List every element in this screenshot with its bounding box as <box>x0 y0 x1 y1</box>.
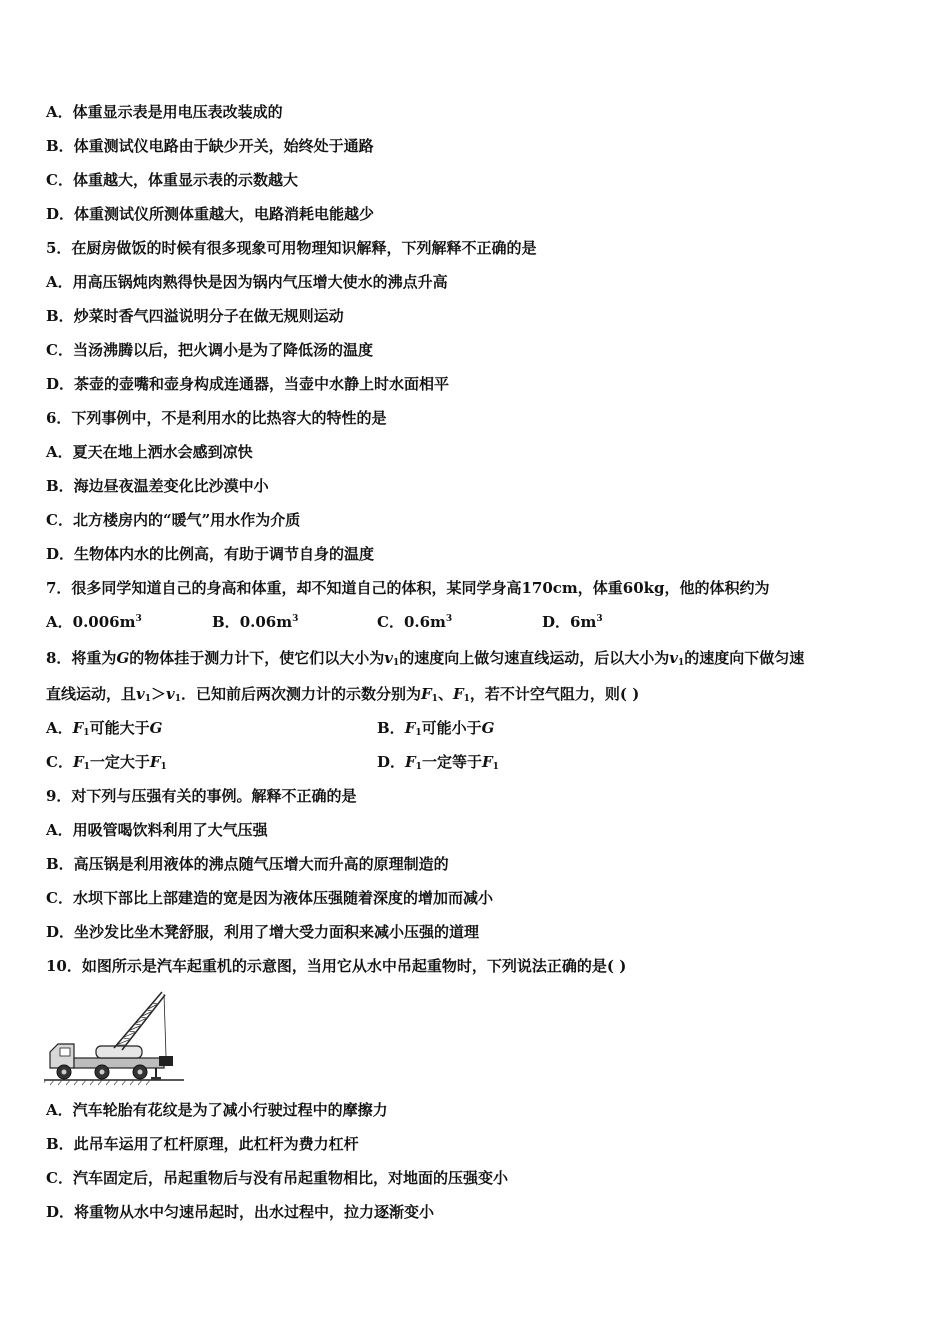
q4-option-a: A．体重显示表是用电压表改装成的 <box>46 103 283 121</box>
q4-option-d: D．体重测试仪所测体重越大，电路消耗电能越少 <box>46 205 375 223</box>
q8-option-a: A．$F_1$可能大于G <box>46 719 163 738</box>
q7-option-b: B．$0.06m^3$ <box>212 613 299 631</box>
q8-option-d: D．$F_1$一定等于$F_1$ <box>377 753 499 772</box>
q5-stem: 5．在厨房做饭的时候有很多现象可用物理知识解释，下列解释不正确的是 <box>46 239 537 257</box>
q9-option-c: C．水坝下部比上部建造的宽是因为液体压强随着深度的增加而减小 <box>46 889 493 907</box>
q5-option-c: C．当汤沸腾以后，把火调小是为了降低汤的温度 <box>46 341 373 359</box>
q8-option-b: B．$F_1$可能小于G <box>377 719 495 738</box>
q6-option-c: C．北方楼房内的“暖气”用水作为介质 <box>46 511 301 529</box>
q10-option-a: A．汽车轮胎有花纹是为了减小行驶过程中的摩擦力 <box>46 1101 388 1119</box>
q10-option-c: C．汽车固定后，吊起重物后与没有吊起重物相比，对地面的压强变小 <box>46 1169 508 1187</box>
q8-option-c: C．$F_1$一定大于$F_1$ <box>46 753 167 772</box>
q7-option-a: A．$0.006m^3$ <box>46 613 142 631</box>
q5-option-b: B．炒菜时香气四溢说明分子在做无规则运动 <box>46 307 344 325</box>
q7-option-d: D．$6m^3$ <box>542 613 603 631</box>
q6-option-b: B．海边昼夜温差变化比沙漠中小 <box>46 477 269 495</box>
q10-stem: 10．如图所示是汽车起重机的示意图，当用它从水中吊起重物时，下列说法正确的是( ) <box>46 957 627 975</box>
q8-stem-line2: 直线运动，且$v_1>v_1$．已知前后两次测力计的示数分别为$F_1$、$F_1$，若不计空气阻力，则( ) <box>46 685 640 704</box>
q10-option-d: D．将重物从水中匀速吊起时，出水过程中，拉力逐渐变小 <box>46 1203 435 1221</box>
q8-stem-line1: 8．将重为G的物体挂于测力计下，使它们以大小为$v_1$的速度向上做匀速直线运动，后以大小为$v_1$的速度向下做匀速 <box>46 649 805 668</box>
q10-option-b: B．此吊车运用了杠杆原理，此杠杆为费力杠杆 <box>46 1135 359 1153</box>
q9-option-b: B．高压锅是利用液体的沸点随气压增大而升高的原理制造的 <box>46 855 449 873</box>
q5-option-d: D．茶壶的壶嘴和壶身构成连通器，当壶中水静上时水面相平 <box>46 375 450 393</box>
q7-option-c: C．$0.6m^3$ <box>377 613 453 631</box>
q6-stem: 6．下列事例中，不是利用水的比热容大的特性的是 <box>46 409 387 427</box>
q9-option-d: D．坐沙发比坐木凳舒服，利用了增大受力面积来减小压强的道理 <box>46 923 480 941</box>
q6-option-d: D．生物体内水的比例高，有助于调节自身的温度 <box>46 545 375 563</box>
q4-option-c: C．体重越大，体重显示表的示数越大 <box>46 171 298 189</box>
q7-stem: 7．很多同学知道自己的身高和体重，却不知道自己的体积，某同学身高170cm，体重60kg，他的体积约为 <box>46 579 770 597</box>
crane-truck-figure <box>44 988 184 1088</box>
q4-option-b: B．体重测试仪电路由于缺少开关，始终处于通路 <box>46 137 374 155</box>
q9-option-a: A．用吸管喝饮料利用了大气压强 <box>46 821 268 839</box>
q6-option-a: A．夏天在地上洒水会感到凉快 <box>46 443 253 461</box>
q5-option-a: A．用高压锅炖肉熟得快是因为锅内气压增大使水的沸点升高 <box>46 273 448 291</box>
q9-stem: 9．对下列与压强有关的事例。解释不正确的是 <box>46 787 357 805</box>
